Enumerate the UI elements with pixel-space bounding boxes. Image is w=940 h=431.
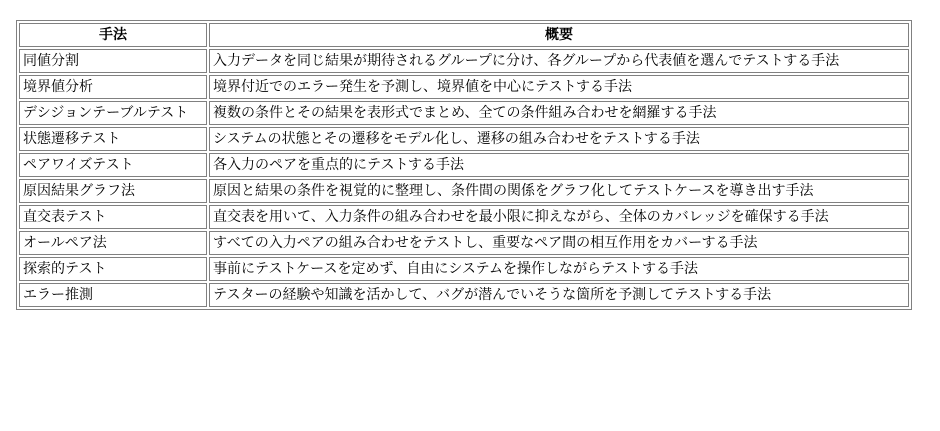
- technique-summary-cell: 各入力のペアを重点的にテストする手法: [209, 153, 909, 177]
- technique-summary-cell: 境界付近でのエラー発生を予測し、境界値を中心にテストする手法: [209, 75, 909, 99]
- table-row: [19, 179, 909, 203]
- table-row: [19, 205, 909, 229]
- table-row: [19, 257, 909, 281]
- technique-summary-cell: 複数の条件とその結果を表形式でまとめ、全ての条件組み合わせを網羅する手法: [209, 101, 909, 125]
- table-row: [19, 283, 909, 307]
- table-row: [19, 101, 909, 125]
- technique-summary-cell: すべての入力ペアの組み合わせをテストし、重要なペア間の相互作用をカバーする手法: [209, 231, 909, 255]
- column-header-summary: 概要: [209, 23, 909, 47]
- technique-name-cell: デシジョンテーブルテスト: [19, 101, 207, 125]
- table-row: [19, 49, 909, 73]
- table-row: [19, 153, 909, 177]
- technique-name-cell: エラー推測: [19, 283, 207, 307]
- technique-summary-cell: 直交表を用いて、入力条件の組み合わせを最小限に抑えながら、全体のカバレッジを確保する手法: [209, 205, 909, 229]
- table-container: [16, 20, 912, 310]
- technique-summary-cell: 原因と結果の条件を視覚的に整理し、条件間の関係をグラフ化してテストケースを導き出す手法: [209, 179, 909, 203]
- table-row: [19, 127, 909, 151]
- technique-name-cell: 原因結果グラフ法: [19, 179, 207, 203]
- table-row: [19, 75, 909, 99]
- technique-name-cell: 探索的テスト: [19, 257, 207, 281]
- technique-summary-cell: テスターの経験や知識を活かして、バグが潜んでいそうな箇所を予測してテストする手法: [209, 283, 909, 307]
- technique-summary-cell: 入力データを同じ結果が期待されるグループに分け、各グループから代表値を選んでテストする手法: [209, 49, 909, 73]
- column-header-technique: 手法: [19, 23, 207, 47]
- technique-name-cell: オールペア法: [19, 231, 207, 255]
- technique-summary-cell: 事前にテストケースを定めず、自由にシステムを操作しながらテストする手法: [209, 257, 909, 281]
- technique-name-cell: 状態遷移テスト: [19, 127, 207, 151]
- technique-name-cell: 直交表テスト: [19, 205, 207, 229]
- table-header-row: [19, 23, 909, 47]
- table-row: [19, 231, 909, 255]
- technique-summary-cell: システムの状態とその遷移をモデル化し、遷移の組み合わせをテストする手法: [209, 127, 909, 151]
- technique-name-cell: 同値分割: [19, 49, 207, 73]
- testing-techniques-table: [16, 20, 912, 310]
- technique-name-cell: 境界値分析: [19, 75, 207, 99]
- technique-name-cell: ペアワイズテスト: [19, 153, 207, 177]
